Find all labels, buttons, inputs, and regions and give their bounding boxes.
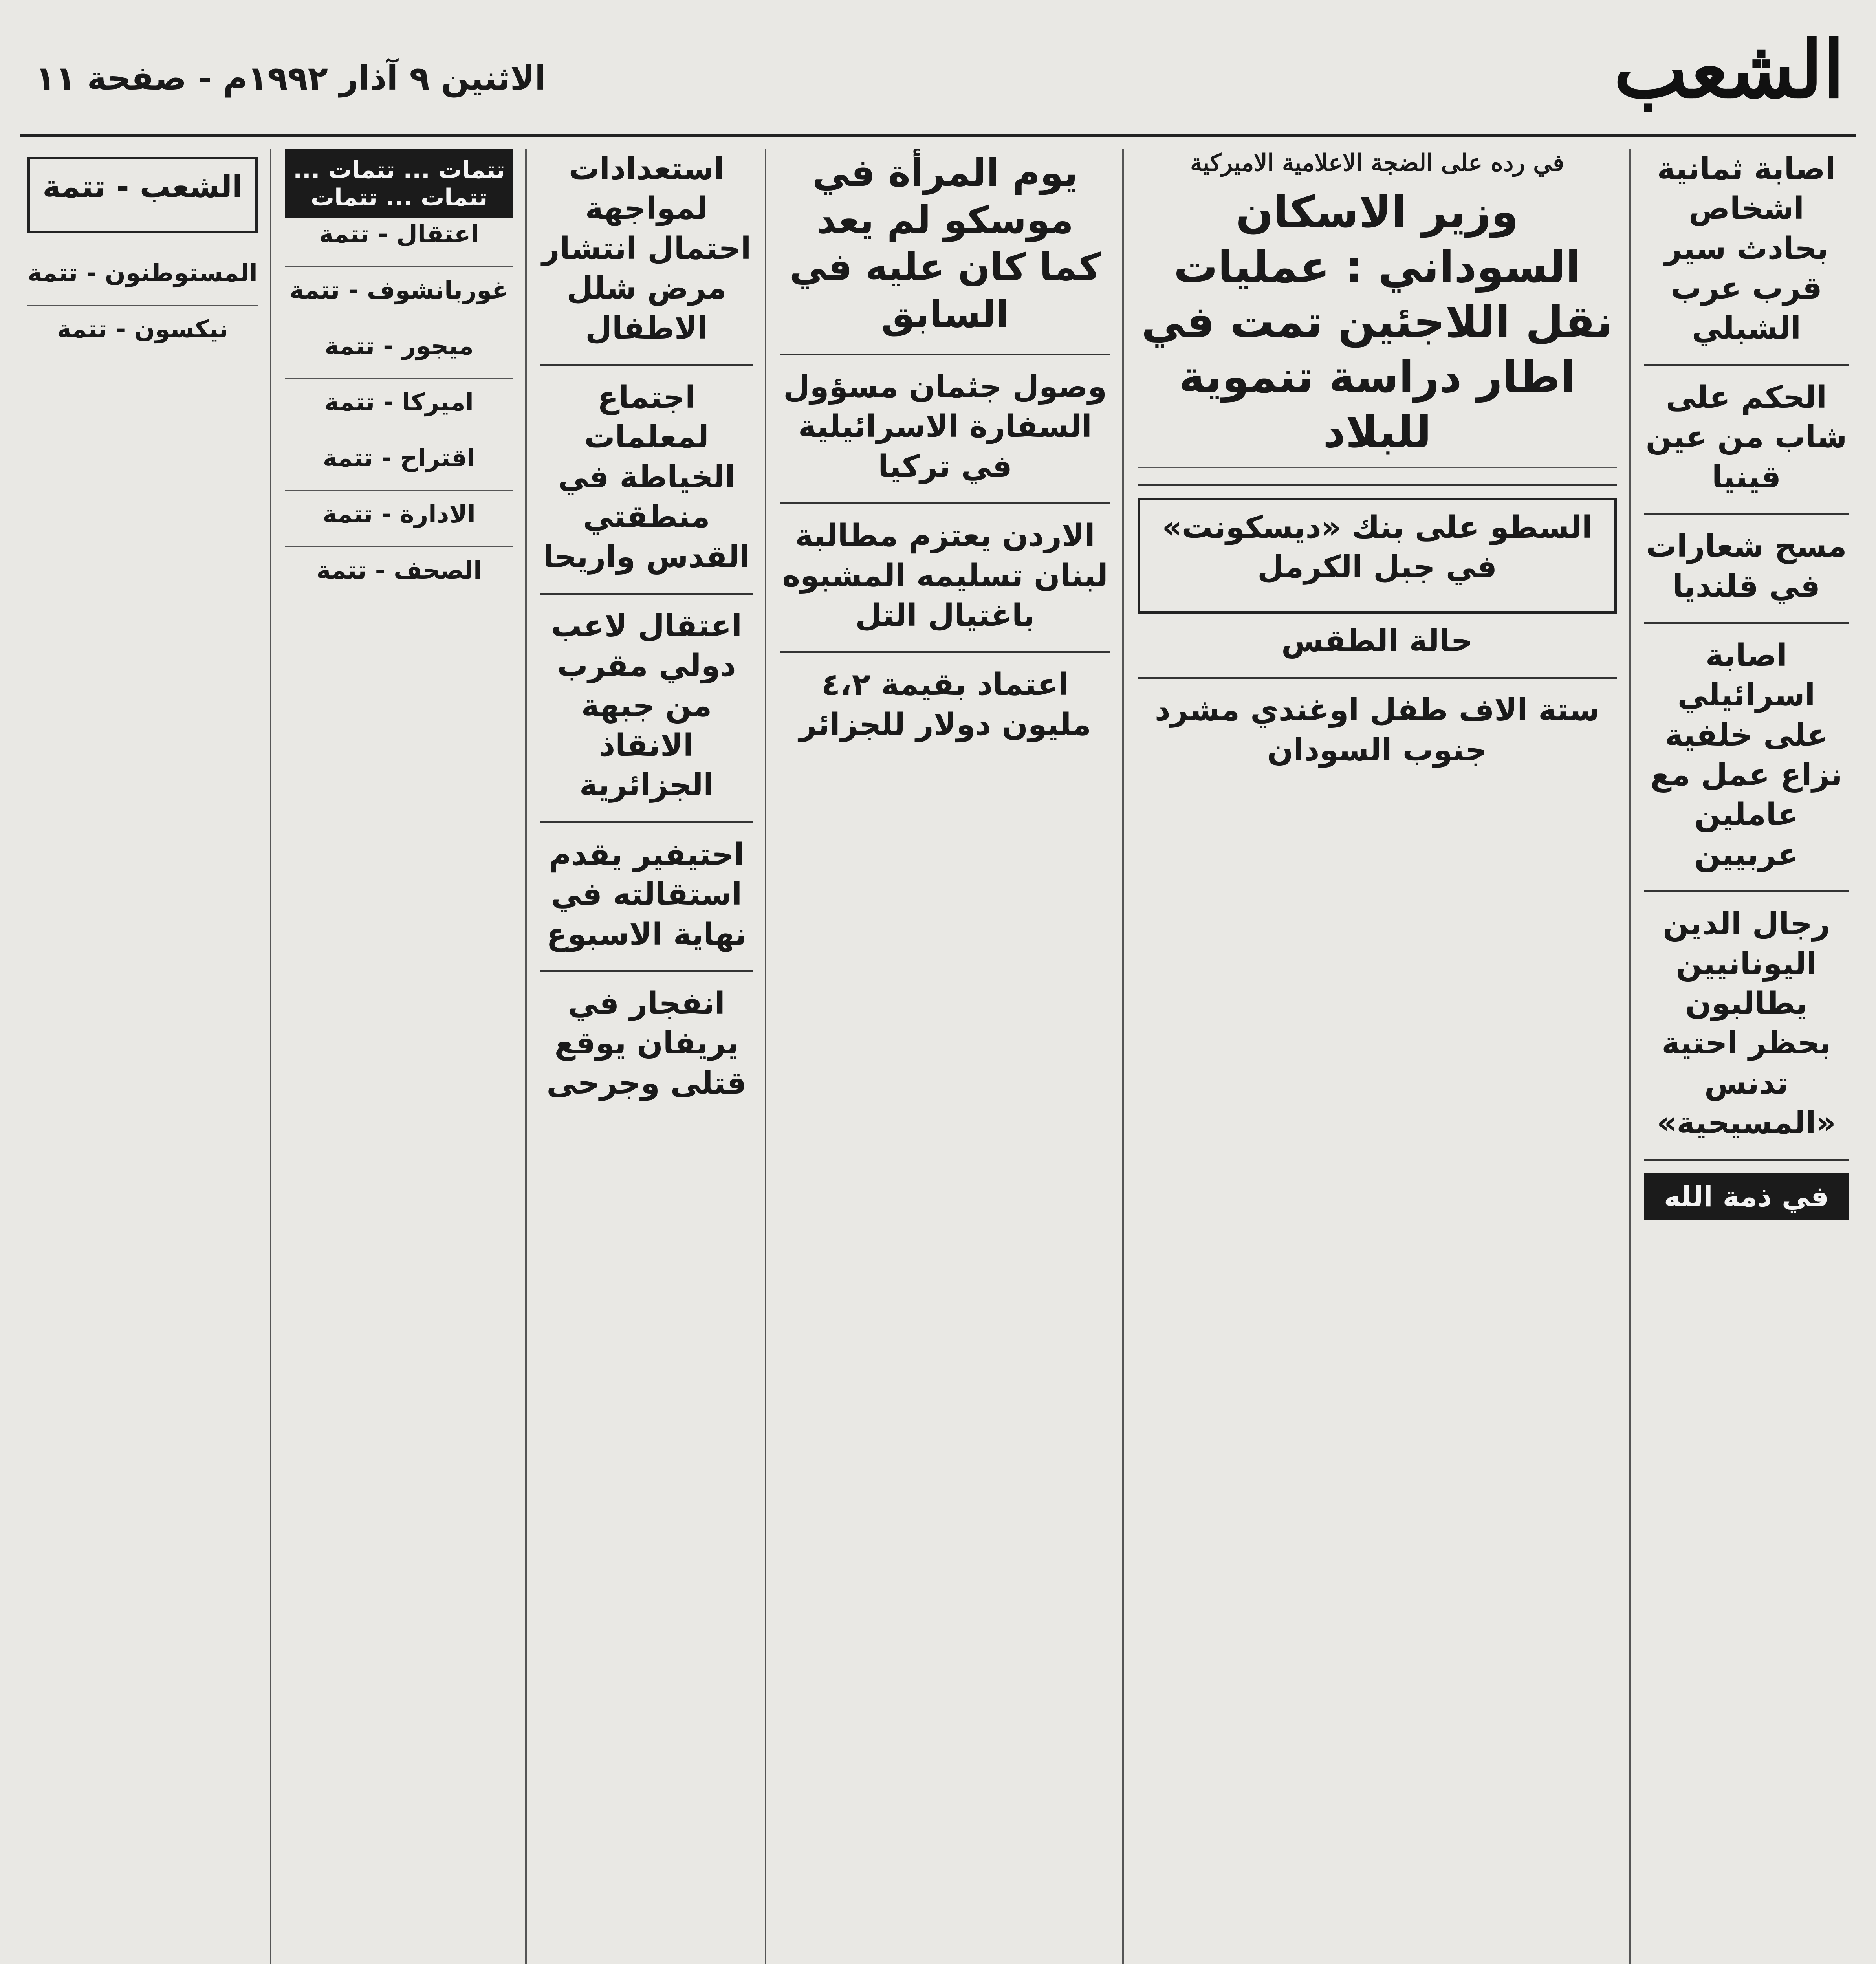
headline-cont-administration: الادارة - تتمة — [322, 499, 476, 528]
column-center — [772, 149, 1118, 1964]
headline-polio: استعدادات لمواجهة احتمال انتشار مرض شلل الاطفال — [542, 151, 751, 346]
lead-kicker: في رده على الضجة الاعلامية الاميركية — [1190, 149, 1564, 177]
headline-algeria-credit: اعتماد بقيمة ٤،٢ مليون دولار للجزائر — [799, 667, 1091, 742]
divider — [285, 490, 513, 491]
continuations-banner: تتمات ... تتمات ... تتمات ... تتمات — [285, 149, 513, 218]
headline-ein-qinya-sentence: الحكم على شاب من عين قينيا — [1645, 379, 1847, 495]
lead-headline: وزير الاسكان السوداني : عمليات نقل اللاجئين تمت في اطار دراسة تنموية للبلاد — [1141, 187, 1613, 458]
obituary-banner: في ذمة الله — [1644, 1173, 1849, 1220]
headline-yerevan-blast: انفجار في يريفان يوقع قتلى وجرحى — [546, 986, 747, 1101]
headline-cont-settlers: المستوطنون - تتمة — [27, 258, 258, 288]
headline-moscow-women-day: يوم المرأة في موسكو لم يعد كما كان عليه في السابق — [789, 151, 1101, 336]
headline-al-shaab-cont: الشعب - تتمة — [42, 169, 243, 205]
divider — [540, 364, 753, 366]
headline-weather: حالة الطقس — [1281, 623, 1473, 659]
headline-cont-nixon: نيكسون - تتمة — [57, 314, 229, 343]
headline-cont-america: اميركا - تتمة — [324, 387, 474, 416]
divider — [285, 546, 513, 547]
divider — [1644, 364, 1849, 366]
column-rule — [765, 149, 766, 1964]
column-rule — [1122, 149, 1124, 1964]
divider — [27, 305, 258, 306]
column-health-local — [533, 149, 760, 1964]
headline-cont-gorbachev: غوربانشوف - تتمة — [289, 275, 509, 304]
divider — [1138, 467, 1617, 468]
headline-resignation: احتيفير يقدم استقالته في نهاية الاسبوع — [546, 837, 747, 952]
divider — [780, 502, 1110, 504]
divider — [285, 266, 513, 267]
column-right — [1636, 149, 1856, 1964]
bank-robbery-box — [1138, 498, 1617, 614]
headline-ugandan-children: ستة الاف طفل اوغندي مشرد جنوب السودان — [1154, 693, 1600, 768]
divider — [780, 651, 1110, 653]
divider — [285, 378, 513, 379]
divider — [1138, 484, 1617, 486]
divider — [540, 593, 753, 595]
divider — [1644, 1159, 1849, 1161]
issue-dateline: الاثنين ٩ آذار ١٩٩٢م - صفحة ١١ — [35, 59, 546, 97]
column-sudan-lead — [1130, 149, 1625, 1964]
newspaper-logo: الشعب — [1614, 24, 1845, 116]
column-rule — [1629, 149, 1631, 1964]
headline-cont-press: الصحف - تتمة — [316, 555, 482, 584]
al-shaab-continuation-box — [27, 157, 258, 233]
headline-cont-arrest: اعتقال - تتمة — [319, 220, 479, 248]
divider — [780, 354, 1110, 355]
headline-qalandia-slogans: مسح شعارات في قلنديا — [1646, 529, 1847, 604]
headline-bank-robbery: السطو على بنك «ديسكونت» في جبل الكرمل — [1162, 510, 1592, 585]
headline-sewing-teachers: اجتماع لمعلمات الخياطة في منطقتي القدس واريحا — [543, 379, 750, 575]
headline-cont-major: ميجور - تتمة — [324, 332, 474, 361]
headline-turkey-embassy: وصول جثمان مسؤول السفارة الاسرائيلية في تركيا — [783, 369, 1107, 484]
divider — [540, 821, 753, 823]
divider — [1644, 622, 1849, 624]
column-left — [20, 149, 266, 1964]
divider — [540, 970, 753, 972]
column-continuations — [277, 149, 521, 1964]
divider — [1644, 513, 1849, 515]
headline-algeria-player: اعتقال لاعب دولي مقرب من جبهة الانقاذ الجزائرية — [551, 608, 742, 803]
column-rule — [525, 149, 527, 1964]
masthead — [20, 16, 1856, 137]
headline-traffic-accident: اصابة ثمانية اشخاص بحادث سير قرب عرب الشبلي — [1657, 151, 1836, 346]
column-rule — [270, 149, 271, 1964]
headline-greek-clergy: رجال الدين اليونانيين يطالبون بحظر احتية تدنس «المسيحية» — [1657, 906, 1836, 1141]
headline-israeli-injured: اصابة اسرائيلي على خلفية نزاع عمل مع عاملين عربيين — [1650, 638, 1843, 872]
headline-jordan-lebanon: الاردن يعتزم مطالبة لبنان تسليمه المشبوه باغتيال التل — [782, 518, 1108, 633]
divider — [1644, 890, 1849, 892]
headline-cont-proposal: اقتراح - تتمة — [322, 443, 476, 473]
divider — [1138, 677, 1617, 679]
